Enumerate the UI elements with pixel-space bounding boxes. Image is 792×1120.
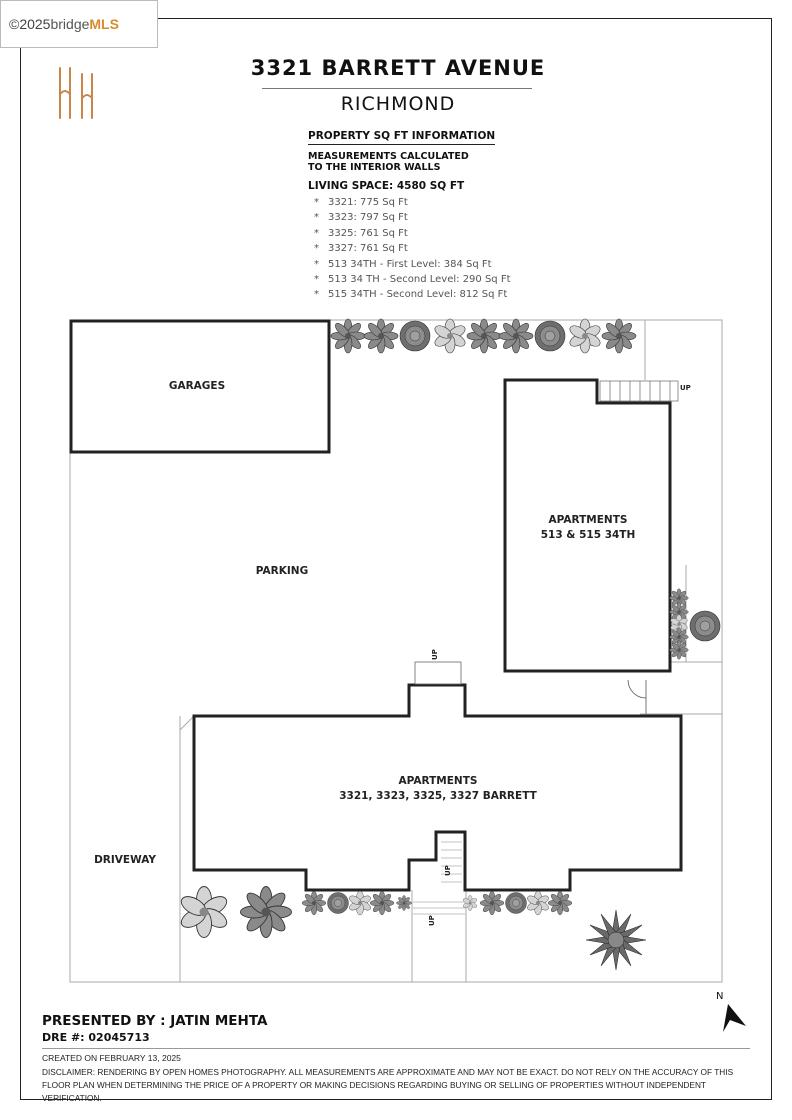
exterior-steps bbox=[413, 902, 465, 914]
measurement-note-line1: MEASUREMENTS CALCULATED bbox=[308, 151, 469, 162]
living-space-total: LIVING SPACE: 4580 SQ FT bbox=[308, 180, 465, 192]
plant-side-planter bbox=[670, 589, 720, 660]
sqft-info-heading: PROPERTY SQ FT INFORMATION bbox=[308, 130, 495, 145]
presented-by: PRESENTED BY : JATIN MEHTA bbox=[42, 1013, 268, 1029]
created-date: CREATED ON FEBRUARY 13, 2025 bbox=[42, 1053, 181, 1063]
door-swing bbox=[628, 680, 646, 698]
apartments-barrett-building bbox=[194, 685, 681, 890]
plant-row-top bbox=[331, 319, 636, 353]
garages-label: GARAGES bbox=[168, 380, 226, 392]
watermark-mls: MLS bbox=[89, 16, 119, 32]
list-item: * 3321: 775 Sq Ft bbox=[314, 195, 511, 210]
north-arrow-icon bbox=[716, 991, 746, 1032]
entry-stoop bbox=[415, 662, 461, 684]
bridge-mls-watermark bbox=[0, 0, 158, 48]
dre-number: DRE #: 02045713 bbox=[42, 1031, 150, 1044]
stairs-top-right bbox=[600, 381, 678, 401]
exterior-steps-up-label: UP bbox=[428, 915, 436, 926]
list-item: * 3327: 761 Sq Ft bbox=[314, 241, 511, 256]
stoop-up-label: UP bbox=[431, 649, 439, 660]
driveway-label: DRIVEWAY bbox=[94, 854, 156, 866]
disclaimer-text: DISCLAIMER: RENDERING BY OPEN HOMES PHOTOGRAPHY. ALL MEASUREMENTS ARE APPROXIMATE AND MAY NOT BE EXACT. DO NOT RELY ON THE ACCURACY OF THIS FLOOR PLAN WHEN DETERMINING THE PRICE OF A PROPERTY OR MAKING DECISIONS REGARDING BUYING OR SELLING OF PROPERTIES WITHOUT INDEPENDENT VERIFICATION. bbox=[42, 1067, 734, 1103]
apartments-34th-label-line2: 513 & 515 34TH bbox=[540, 529, 636, 541]
interior-stairs-up-label: UP bbox=[444, 865, 452, 876]
apartments-barrett-label-line1: APARTMENTS bbox=[398, 775, 478, 787]
footer-divider bbox=[42, 1048, 750, 1049]
list-item: * 513 34 TH - Second Level: 290 Sq Ft bbox=[314, 272, 511, 287]
measurement-note-line2: TO THE INTERIOR WALLS bbox=[308, 162, 441, 173]
apartments-barrett-label-line2: 3321, 3323, 3325, 3327 BARRETT bbox=[339, 790, 537, 802]
list-item: * 3323: 797 Sq Ft bbox=[314, 210, 511, 225]
parking-label: PARKING bbox=[255, 565, 309, 577]
list-item: * 513 34TH - First Level: 384 Sq Ft bbox=[314, 257, 511, 272]
watermark-copyright: ©2025 bbox=[9, 16, 51, 32]
list-item: * 515 34TH - Second Level: 812 Sq Ft bbox=[314, 287, 511, 302]
stairs-up-label: UP bbox=[680, 384, 691, 392]
watermark-bridge: bridge bbox=[50, 16, 90, 32]
apartments-34th-label-line1: APARTMENTS bbox=[548, 514, 628, 526]
list-item: * 3325: 761 Sq Ft bbox=[314, 226, 511, 241]
north-label: N bbox=[716, 991, 724, 1002]
property-city: RICHMOND bbox=[340, 93, 456, 115]
property-address-title: 3321 BARRETT AVENUE bbox=[250, 56, 546, 80]
driveway-corner bbox=[180, 716, 194, 730]
